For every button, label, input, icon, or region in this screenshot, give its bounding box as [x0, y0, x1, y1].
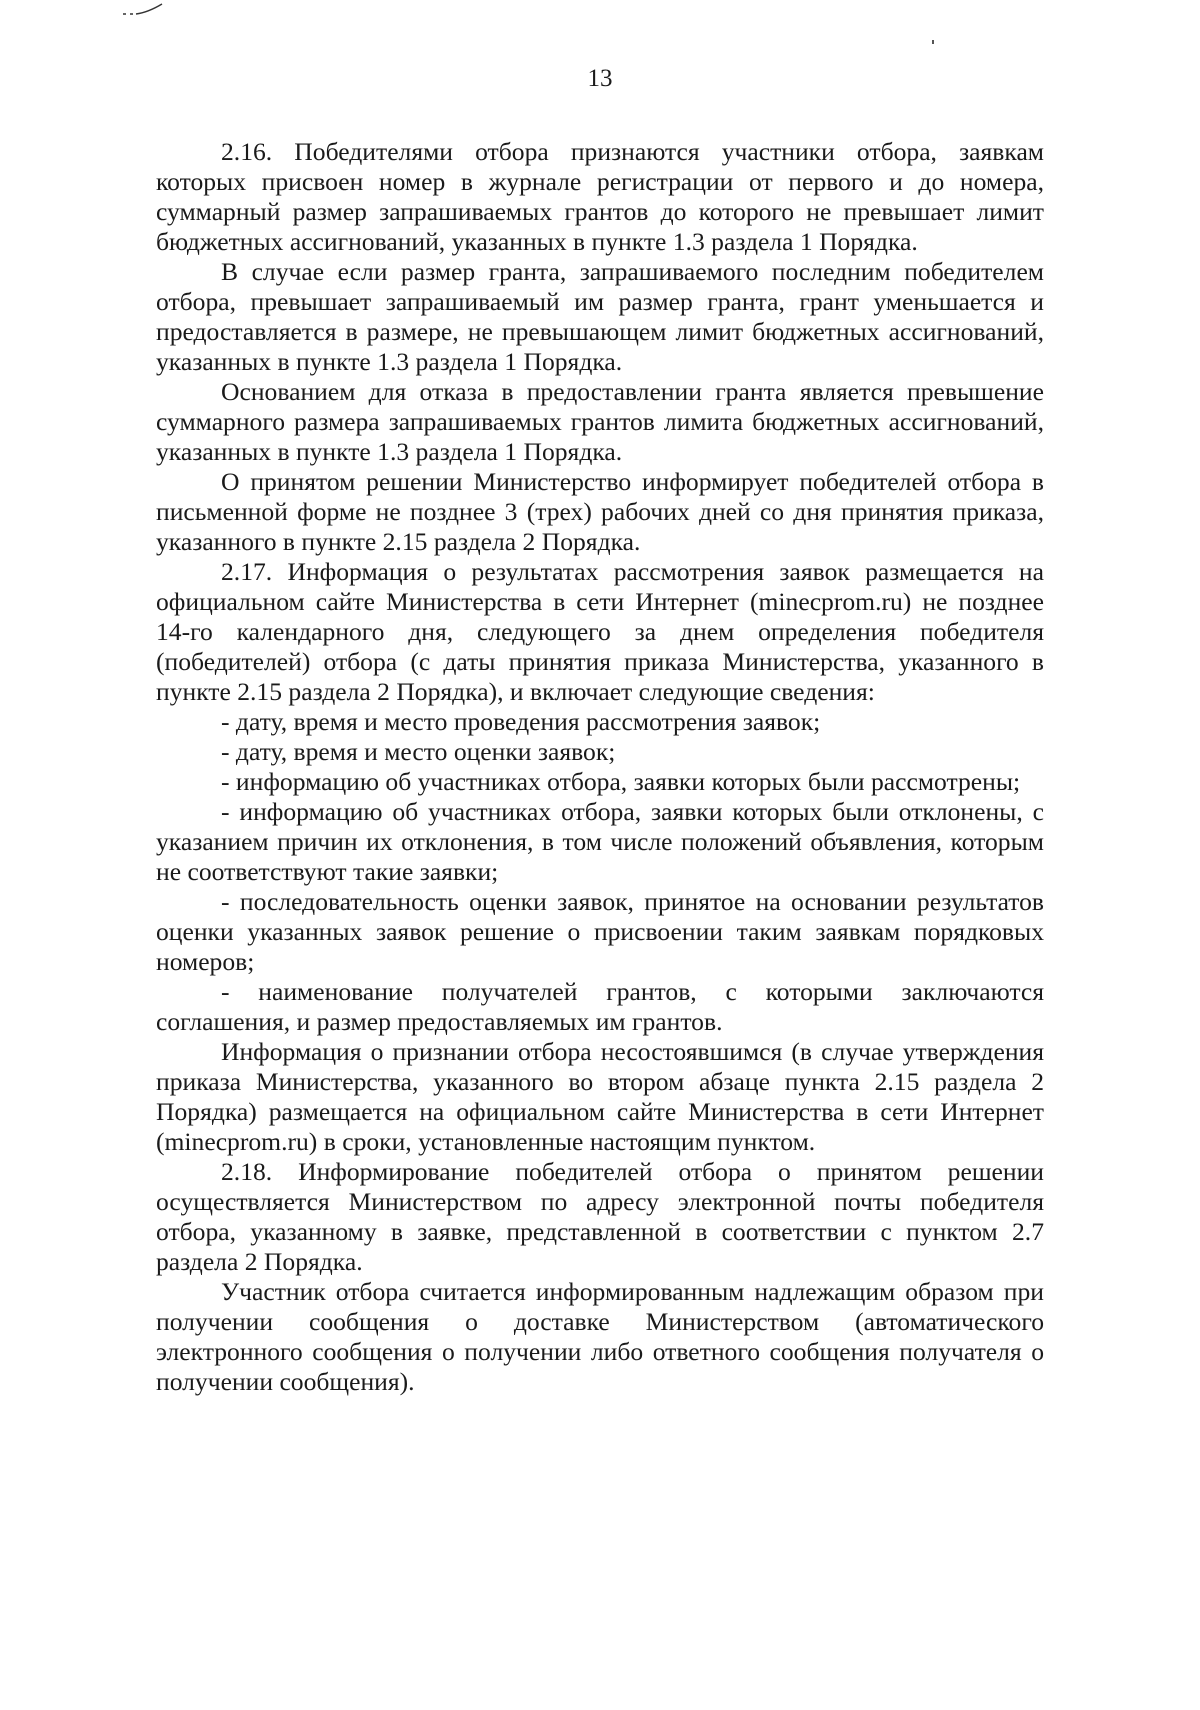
paragraph-2-17: 2.17. Информация о результатах рассмотрения заявок размещается на официальном сайте Министерства в сети Интернет (minecprom.ru) не позднее 14-го календарного дня, следующего за днем определения победителя (победителей) отбора (с даты принятия приказа Министерства, указанного в пункте 2.15 раздела 2 Порядка), и включает следующие сведения: [156, 557, 1044, 706]
list-item: - информацию об участниках отбора, заявки которых были отклонены, с указанием причин их отклонения, в том числе положений объявления, которым не соответствуют такие заявки; [156, 797, 1044, 886]
list-item: - информацию об участниках отбора, заявки которых были рассмотрены; [221, 767, 1021, 796]
paragraph-notification: О принятом решении Министерство информирует победителей отбора в письменной форме не позднее 3 (трех) рабочих дней со дня принятия приказа, указанного в пункте 2.15 раздела 2 Порядка. [156, 467, 1044, 556]
paragraph-refusal-grounds: Основанием для отказа в предоставлении гранта является превышение суммарного размера запрашиваемых грантов лимита бюджетных ассигнований, указанных в пункте 1.3 раздела 1 Порядка. [156, 377, 1044, 466]
scan-speck [932, 40, 934, 44]
scan-mark [122, 2, 164, 16]
list-item: - дату, время и место проведения рассмотрения заявок; [221, 707, 821, 736]
list-item: - последовательность оценки заявок, принятое на основании результатов оценки указанных заявок решение о присвоении таким заявкам порядковых номеров; [156, 887, 1044, 976]
paragraph-grant-reduction: В случае если размер гранта, запрашиваемого последним победителем отбора, превышает запрашиваемый им размер гранта, грант уменьшается и предоставляется в размере, не превышающем лимит бюджетных ассигнований, указанных в пункте 1.3 раздела 1 Порядка. [156, 257, 1044, 376]
paragraph-failed-selection: Информация о признании отбора несостоявшимся (в случае утверждения приказа Министерства, указанного во втором абзаце пункта 2.15 раздела 2 Порядка) размещается на официальном сайте Министерства в сети Интернет (minecprom.ru) в сроки, установленные настоящим пунктом. [156, 1037, 1044, 1156]
document-body [156, 137, 1044, 1397]
paragraph-informed-participant: Участник отбора считается информированным надлежащим образом при получении сообщения о доставке Министерством (автоматического электронного сообщения о получении либо ответного сообщения получателя о получении сообщения). [156, 1277, 1044, 1396]
page-number: 13 [587, 65, 613, 92]
paragraph-2-16: 2.16. Победителями отбора признаются участники отбора, заявкам которых присвоен номер в журнале регистрации от первого и до номера, суммарный размер запрашиваемых грантов до которого не превышает лимит бюджетных ассигнований, указанных в пункте 1.3 раздела 1 Порядка. [156, 137, 1044, 256]
list-item: - дату, время и место оценки заявок; [221, 737, 616, 766]
list-item: - наименование получателей грантов, с которыми заключаются соглашения, и размер предоставляемых им грантов. [156, 977, 1044, 1036]
paragraph-2-18: 2.18. Информирование победителей отбора о принятом решении осуществляется Министерством по адресу электронной почты победителя отбора, указанному в заявке, представленной в соответствии с пунктом 2.7 раздела 2 Порядка. [156, 1157, 1044, 1276]
